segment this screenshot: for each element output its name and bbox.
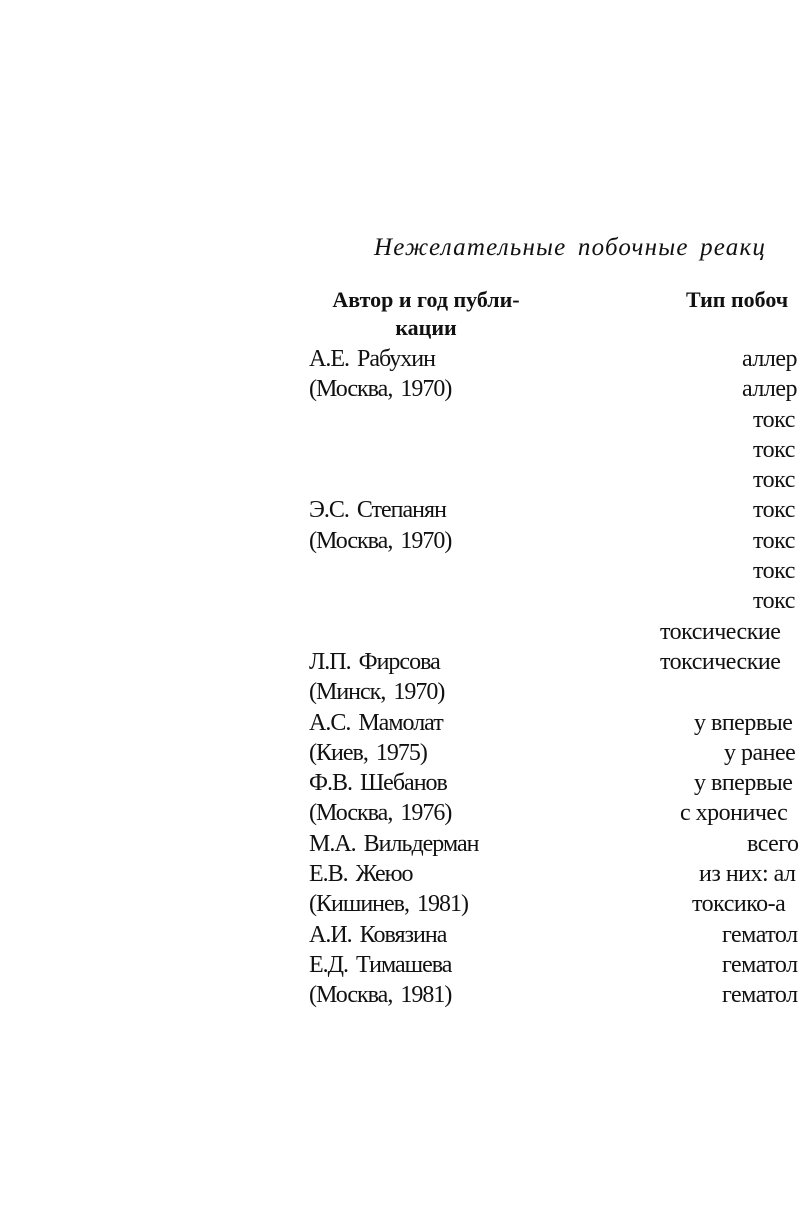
reaction-types-column	[620, 344, 800, 1011]
reaction-type-row: у ранее	[724, 739, 796, 766]
reaction-type-row: токс	[753, 497, 795, 524]
author-row: (Москва, 1970)	[309, 527, 452, 554]
author-row: (Москва, 1976)	[309, 800, 452, 827]
reaction-type-row: из них: ал	[699, 861, 796, 888]
reaction-type-row: токс	[753, 436, 795, 463]
author-row: Е.В. Жеюо	[309, 861, 413, 888]
author-row: (Москва, 1981)	[309, 982, 452, 1009]
column-header-author	[306, 286, 546, 342]
authors-column	[309, 344, 478, 1011]
author-row: (Кишинев, 1981)	[309, 891, 468, 918]
author-row: А.И. Ковязина	[309, 921, 447, 948]
author-row: А.С. Мамолат	[309, 709, 443, 736]
author-row: (Минск, 1970)	[309, 679, 445, 706]
table-title: Нежелательные побочные реакц	[374, 234, 767, 261]
author-row	[309, 586, 478, 616]
author-row: Э.С. Степанян	[309, 497, 446, 524]
reaction-type-row: у впервые	[694, 709, 793, 736]
reaction-type-row: токс	[753, 467, 795, 494]
column-header-author-line2: кации	[395, 315, 457, 340]
author-row	[309, 465, 478, 495]
reaction-type-row: аллер	[742, 376, 797, 403]
reaction-type-row: аллер	[742, 346, 797, 372]
reaction-type-row: с хроничес	[680, 800, 788, 827]
author-row	[309, 435, 478, 465]
reaction-type-row: гематол	[722, 951, 798, 978]
author-row	[309, 617, 478, 647]
author-row: Л.П. Фирсова	[309, 648, 440, 675]
reaction-type-row: токс	[753, 558, 795, 585]
author-row: Е.Д. Тимашева	[309, 951, 452, 978]
author-row: (Киев, 1975)	[309, 739, 427, 766]
reaction-type-row: гематол	[722, 921, 798, 948]
author-row: М.А. Вильдерман	[309, 830, 479, 857]
reaction-type-row: всего	[747, 830, 799, 857]
reaction-type-row: токсико-а	[692, 891, 786, 918]
reaction-type-row: токс	[753, 588, 795, 615]
column-header-type: Тип побоч	[686, 287, 789, 312]
column-header-author-line1: Автор и год публи-	[332, 287, 520, 312]
author-row: (Москва, 1970)	[309, 376, 452, 403]
reaction-type-row: токс	[753, 406, 795, 433]
reaction-type-row: гематол	[722, 982, 798, 1009]
reaction-type-row	[620, 677, 800, 707]
author-row: А.Е. Рабухин	[309, 346, 435, 372]
author-row	[309, 405, 478, 435]
author-row: Ф.В. Шебанов	[309, 770, 447, 797]
reaction-type-row: токс	[753, 527, 795, 554]
author-row	[309, 556, 478, 586]
reaction-type-row: токсические	[660, 618, 781, 645]
reaction-type-row: у впервые	[694, 770, 793, 797]
reaction-type-row: токсические	[660, 648, 781, 675]
